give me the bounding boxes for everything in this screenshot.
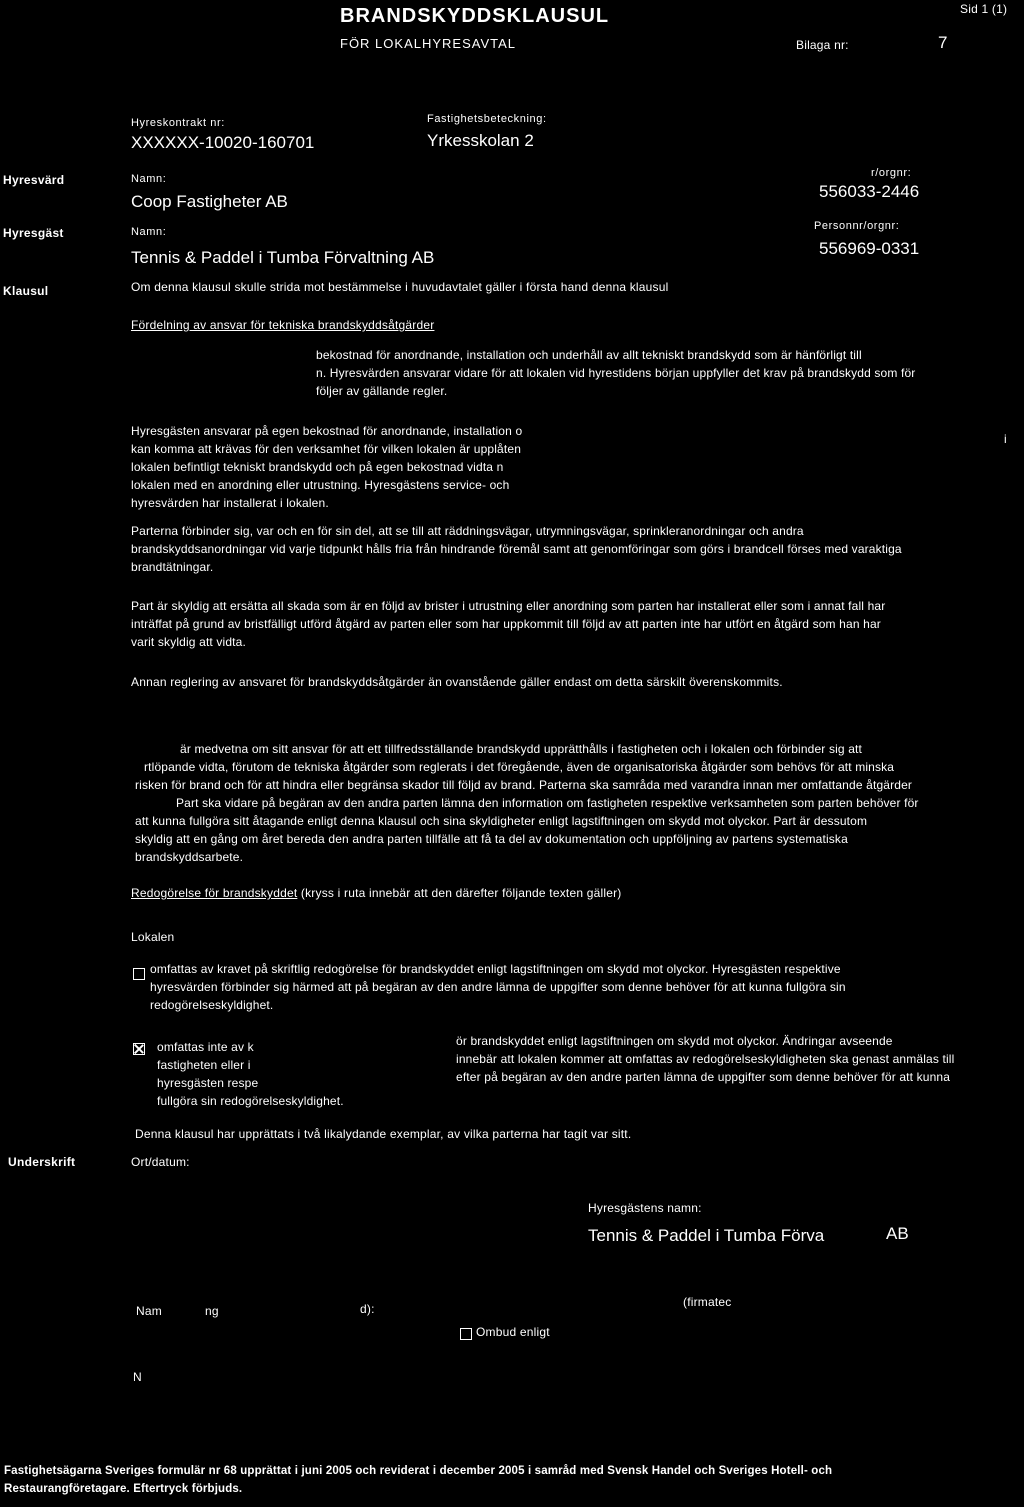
fordelning-p1: bekostnad för anordnande, installation och underhåll av allt tekniskt brandskydd som är hänförligt till n. Hyresvärden ansvarar vidare för att lokalen vid hyrestidens början uppfyller det krav på brandskydd som för följer av gällande regler. [316,348,916,398]
namnfortydligande-fragment: d): [360,1302,375,1316]
hyresvard-name-value: Coop Fastigheter AB [131,192,288,211]
hyresgast-name-label: Namn: [131,226,167,238]
fordelning-p2-stray: i [1004,432,1007,446]
fastighet-label: Fastighetsbeteckning: [427,113,547,125]
hyresgast-namn-label: Hyresgästens namn: [588,1201,702,1215]
firmatecknare-label: (firmatec [683,1295,732,1309]
hyresgast-side-label: Hyresgäst [3,226,64,240]
omfattas-inte-text-right: ör brandskyddet enligt lagstiftningen om skydd mot olyckor. Ändringar avseende innebär att lokalen kommer att omfattas av redogörelseskyldigheten ska genast anmälas till efter på begäran av den andre parten lämna de uppgifter som denne behöver för att kunna [456,1034,955,1084]
omfattas-inte-text-left: omfattas inte av k fastigheten eller i hyresgästen respe fullgöra sin redogörelseskyldighet. [157,1040,344,1108]
fordelning-heading: Fördelning av ansvar för tekniska brandskyddsåtgärder [131,318,435,332]
fordelning-p4: Part är skyldig att ersätta all skada som är en följd av brister i utrustning eller anordning som parten har installerat eller som i annat fall har inträffat på grund av bristfälligt utförd åtgärd av parten eller som har uppkommit till följd av att parten inte har utfört en åtgärd som han har varit skyldig att vidta. [131,599,886,649]
hyresgast-namn-suffix: AB [886,1224,909,1243]
hyresvard-org-label: r/orgnr: [871,167,912,179]
hyresvard-name-label: Namn: [131,173,167,185]
ombud-checkbox[interactable] [460,1328,472,1340]
underskrift-side-label: Underskrift [8,1155,76,1169]
fordelning-p2: Hyresgästen ansvarar på egen bekostnad för anordnande, installation o kan komma att krävas för den verksamhet för vilken lokalen är upplåten lokalen befintligt tekniskt brandskydd och på egen bekostnad vidta n lokalen med en anordning eller utrustning. Hyresgästens service- och hyresvärden har installerat i lokalen. [131,424,523,510]
fastighet-value: Yrkesskolan 2 [427,131,534,150]
form-title: BRANDSKYDDSKLAUSUL [340,5,610,27]
klausul-side-label: Klausul [3,284,49,298]
hyresgast-namn-value: Tennis & Paddel i Tumba Förva [588,1226,825,1245]
fordelning-p3: Parterna förbinder sig, var och en för sin del, att se till att räddningsvägar, utrymningsvägar, sprinkleranordningar och andra brandskyddsanordningar vid varje tidpunkt hålls fria från hindrande föremål samt att genomföringar som görs i brandcell förses med varaktiga brandtätningar. [131,524,902,574]
samrad-paragraph: är medvetna om sitt ansvar för att ett tillfredsställande brandskydd upprätthålls i fastigheten och i lokalen och förbinder sig att rtlöpande vidta, förutom de tekniska åtgärder som reglerats i det föregående, även de organisatoriska åtgärder som behövs för att minska risken för brand och för att hindra eller begränsa skador till följd av brand. Parterna ska samråda med varandra innan mer omfattande åtgärder Part ska vidare på begäran av den andra parten lämna den information om fastigheten respektive verksamheten som parten behöver för att kunna fullgöra sitt åtagande enligt denna klausul och sina skyldigheter enligt lagstiftningen om skydd mot olyckor. Part är dessutom skyldig att en gång om året bereda den andra parten tillfälle att få ta del av dokumentation och uppföljning av partens systematiska brandskyddsarbete. [135,742,919,864]
n-fragment-label: N [133,1370,142,1384]
redogorelse-heading: Redogörelse för brandskyddet (kryss i ruta innebär att den därefter följande texten gäller) [131,886,622,900]
kontrakt-label: Hyreskontrakt nr: [131,117,225,129]
page-number: Sid 1 (1) [960,2,1008,16]
namnteckning-label: Nam [136,1304,162,1318]
ort-datum-label[interactable]: Ort/datum: [131,1155,190,1169]
bilaga-label: Bilaga nr: [796,38,849,52]
kontrakt-value: XXXXXX-10020-160701 [131,133,315,152]
klausul-text: Om denna klausul skulle strida mot bestämmelse i huvudavtalet gäller i första hand denna klausul [131,280,669,294]
footer-text: Fastighetsägarna Sveriges formulär nr 68 upprättat i juni 2005 och reviderat i december 2005 i samråd med Svensk Handel och Sveriges Hotell- och Restaurangföretagare. Eftertryck förbjuds. [4,1465,833,1495]
omfattas-checkbox[interactable] [133,968,145,980]
exemplar-text: Denna klausul har upprättats i två likalydande exemplar, av vilka parterna har tagit var sitt. [135,1127,632,1141]
form-subtitle: FÖR LOKALHYRESAVTAL [340,36,517,51]
omfattas-text: omfattas av kravet på skriftlig redogörelse för brandskyddet enligt lagstiftningen om skydd mot olyckor. Hyresgästen respektive hyresvärden förbinder sig härmed att på begäran av den andre lämna de uppgifter som denne behöver för att kunna fullgöra sin redogörelseskyldighet. [150,962,846,1012]
hyresvard-side-label: Hyresvärd [3,173,65,187]
lokalen-label: Lokalen [131,930,175,944]
omfattas-inte-checkbox[interactable] [133,1043,145,1055]
hyresgast-org-label: Personnr/orgnr: [814,220,900,232]
bilaga-value: 7 [938,33,948,52]
fordelning-p5: Annan reglering av ansvaret för brandskyddsåtgärder än ovanstående gäller endast om detta särskilt överenskommits. [131,675,783,689]
ombud-label: Ombud enligt [476,1325,550,1339]
namnteckning-fragment: ng [205,1304,219,1318]
hyresvard-org-value: 556033-2446 [819,182,920,201]
hyresgast-org-value: 556969-0331 [819,239,920,258]
hyresgast-name-value: Tennis & Paddel i Tumba Förvaltning AB [131,248,435,267]
